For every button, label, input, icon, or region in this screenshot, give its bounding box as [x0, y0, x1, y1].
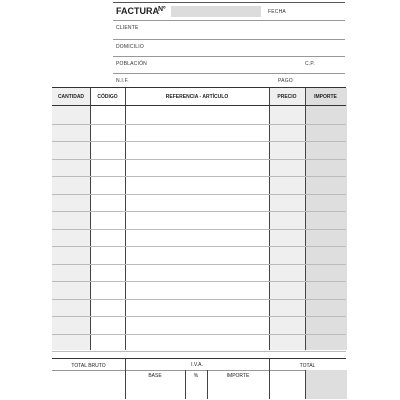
table-row — [52, 246, 346, 247]
invoice-header — [113, 2, 345, 83]
invoice-number-field[interactable] — [171, 6, 261, 17]
table-row — [52, 176, 346, 177]
table-row — [52, 229, 346, 230]
footer-divider — [52, 370, 346, 371]
column-reference — [125, 88, 270, 350]
th-code: CÓDIGO — [97, 94, 118, 100]
invoice-title: FACTURA — [116, 6, 159, 16]
gross-total-label: TOTAL BRUTO — [71, 363, 106, 369]
payment-label: PAGO — [278, 78, 293, 84]
table-row — [52, 281, 346, 282]
th-price: PRECIO — [277, 94, 297, 100]
table-row — [52, 316, 346, 317]
city-row[interactable] — [113, 57, 345, 74]
client-row[interactable] — [113, 21, 345, 40]
column-code — [90, 88, 126, 350]
nif-label: N.I.F. — [116, 78, 129, 84]
invoice-number-label: Nº — [158, 6, 166, 13]
footer-total-field[interactable] — [305, 370, 347, 399]
date-label: FECHA — [268, 9, 286, 15]
column-quantity — [52, 88, 90, 350]
header-title-row — [113, 3, 345, 21]
client-label: CLIENTE — [116, 25, 139, 31]
table-row — [52, 124, 346, 125]
items-table — [52, 87, 346, 350]
table-row — [52, 334, 346, 335]
nif-row[interactable] — [113, 74, 345, 86]
th-reference: REFERENCIA - ARTÍCULO — [165, 94, 229, 100]
th-quantity: CANTIDAD — [57, 94, 85, 100]
vat-label: I.V.A. — [191, 362, 203, 368]
table-row — [52, 299, 346, 300]
table-header — [52, 88, 346, 106]
column-amount — [305, 88, 347, 350]
base-label: BASE — [148, 373, 162, 379]
table-row — [52, 211, 346, 212]
vat-amount-label: IMPORTE — [226, 373, 250, 379]
postcode-label: C.P. — [305, 61, 315, 67]
column-price — [269, 88, 306, 350]
address-label: DOMICILIO — [116, 44, 144, 50]
total-label: TOTAL — [299, 363, 316, 369]
percent-label: % — [193, 373, 199, 379]
table-row — [52, 194, 346, 195]
city-label: POBLACIÓN — [116, 61, 147, 67]
table-row — [52, 351, 346, 352]
th-amount: IMPORTE — [314, 94, 337, 100]
table-row — [52, 264, 346, 265]
address-row[interactable] — [113, 40, 345, 57]
table-row — [52, 159, 346, 160]
table-row — [52, 141, 346, 142]
totals-footer — [52, 358, 346, 399]
